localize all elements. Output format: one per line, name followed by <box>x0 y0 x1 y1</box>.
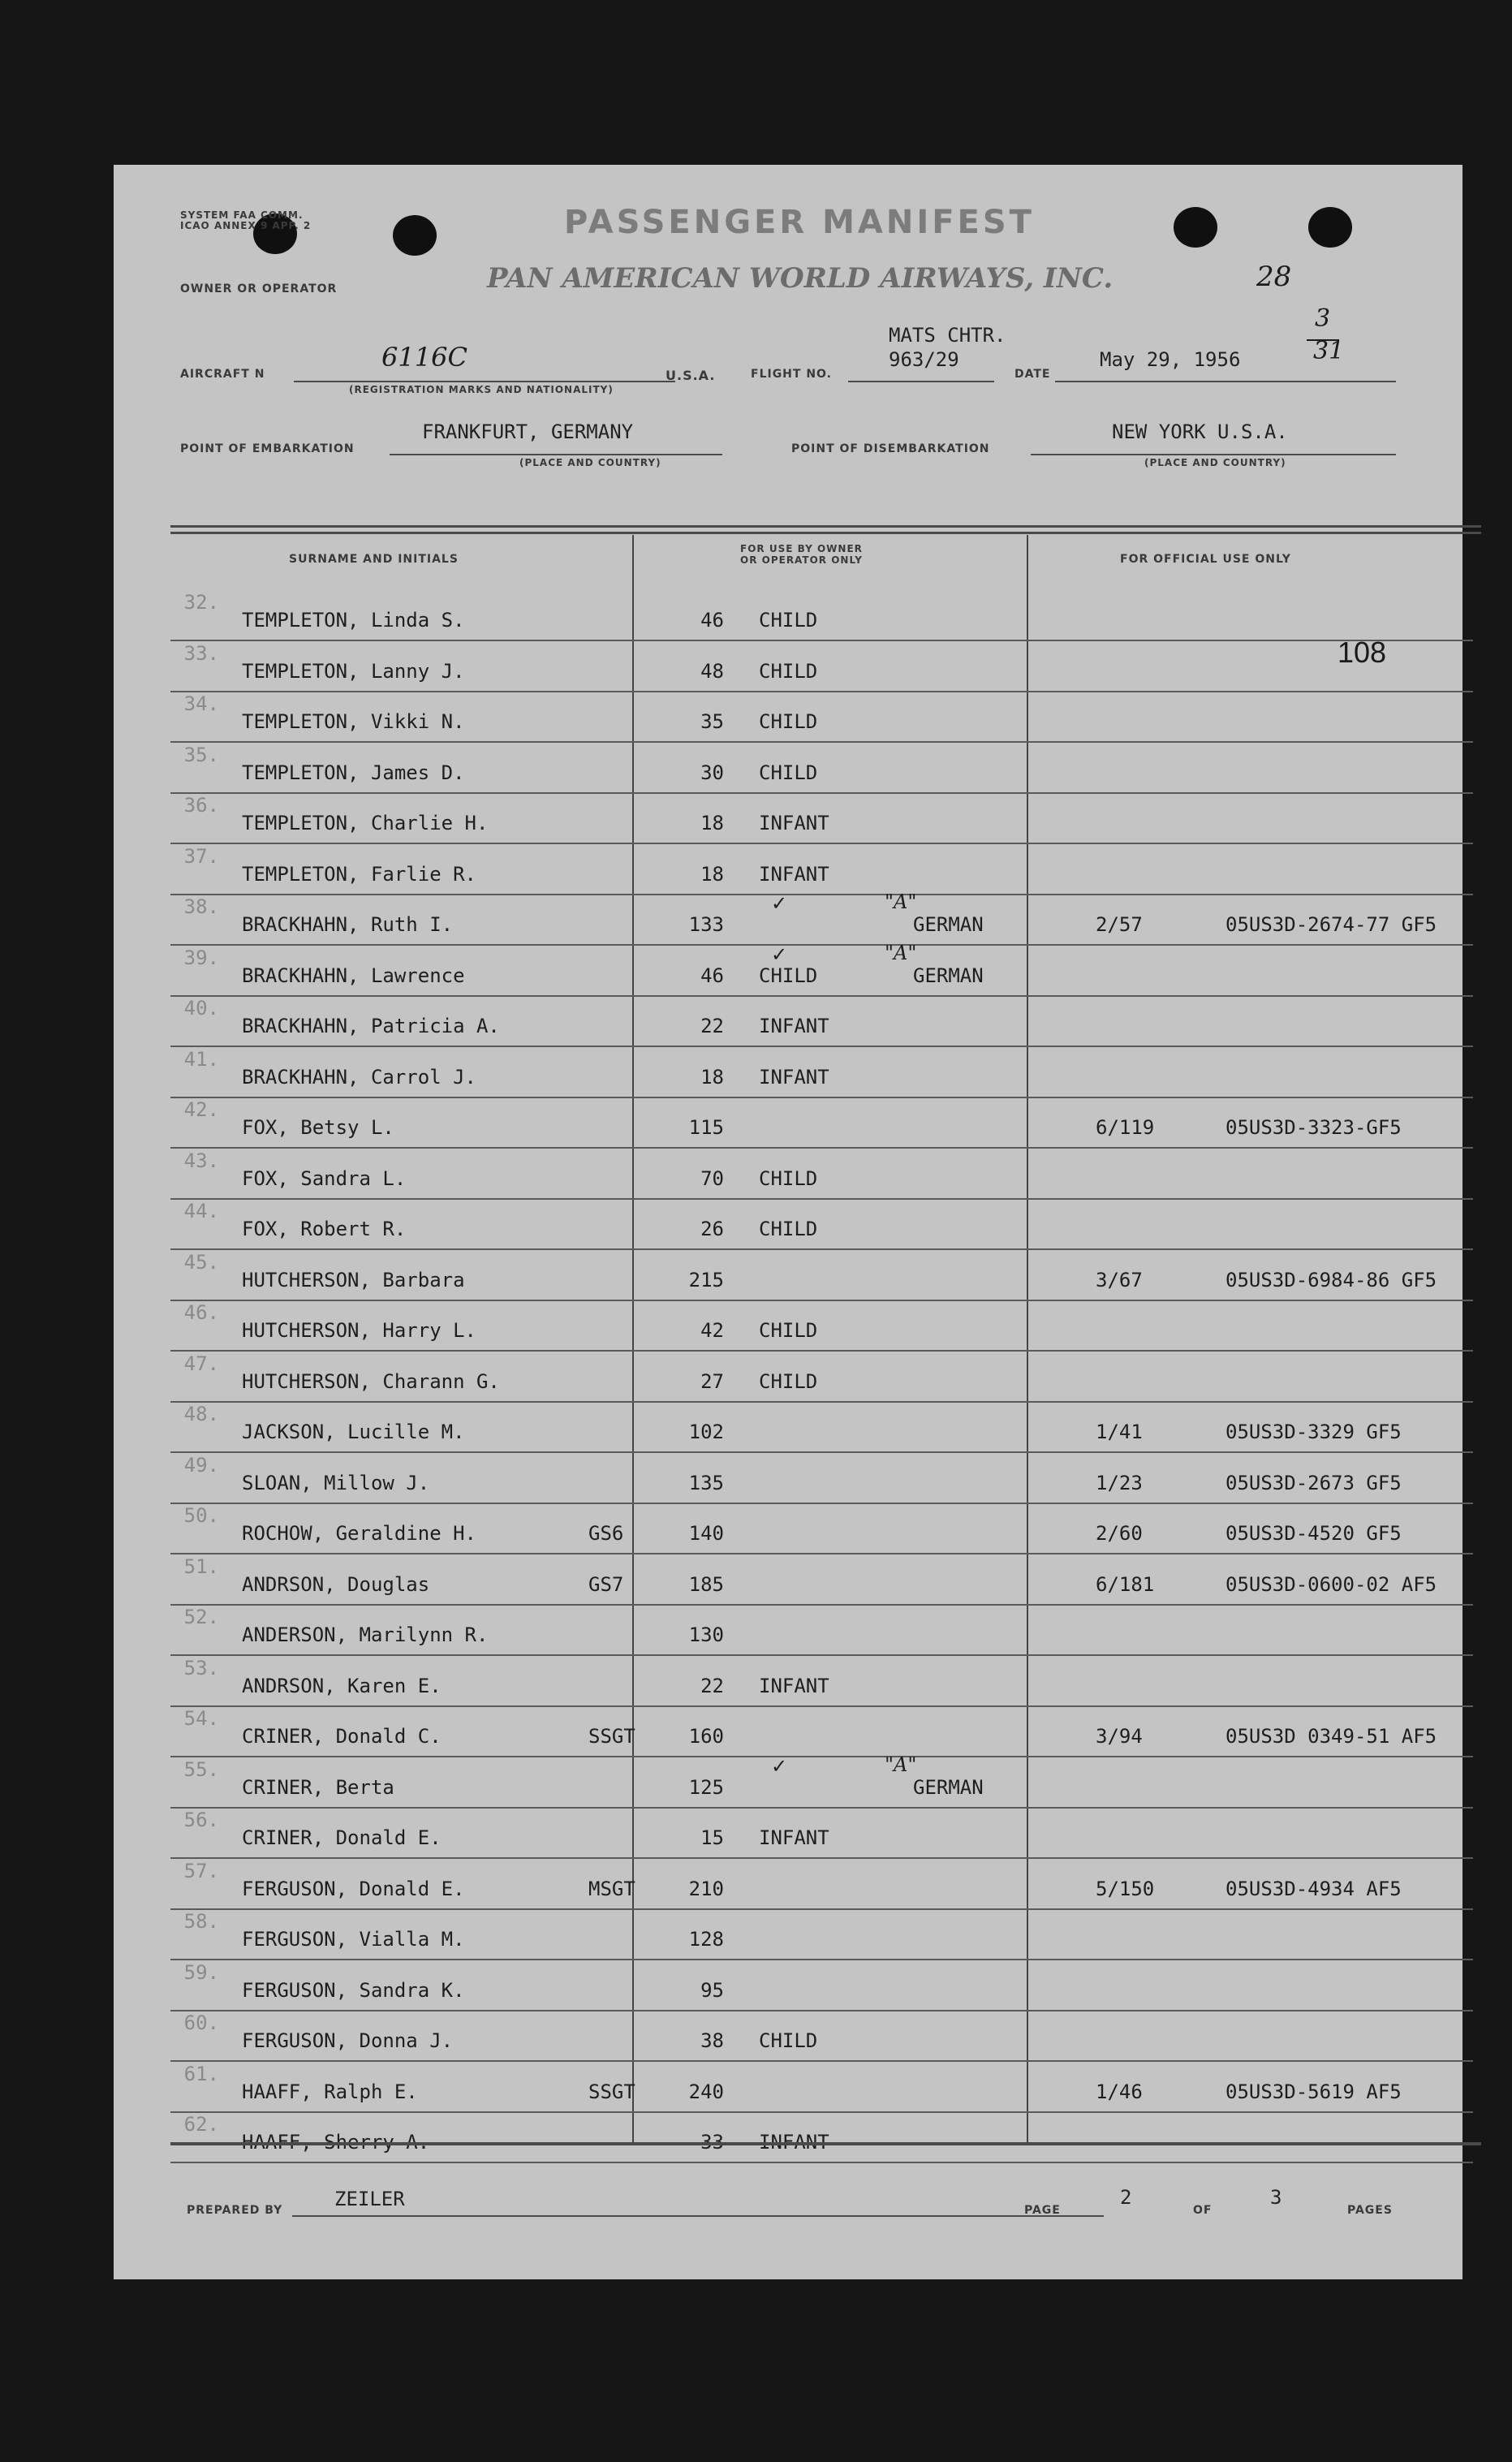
disembarkation-line <box>1031 454 1396 455</box>
row-number: 49. <box>183 1453 219 1477</box>
passenger-name: FERGUSON, Sandra K. <box>242 1978 465 2002</box>
passenger-name: TEMPLETON, Charlie H. <box>242 812 489 834</box>
embarkation-label: POINT OF EMBARKATION <box>180 442 355 455</box>
passenger-weight: 33 <box>700 2131 724 2154</box>
table-top-rule <box>170 525 1481 528</box>
checkmark: ✓ <box>771 892 788 915</box>
table-row <box>170 1753 1473 1809</box>
table-bottom-rule <box>170 2142 1481 2145</box>
prepared-label: PREPARED BY <box>187 2204 283 2217</box>
of-label: OF <box>1193 2204 1213 2217</box>
official-code: 05US3D 0349-51 AF5 <box>1226 1725 1437 1748</box>
passenger-name: ANDRSON, Douglas <box>242 1572 430 1596</box>
passenger-name: FERGUSON, Vialla M. <box>242 1928 465 1951</box>
passenger-rank: GS6 <box>588 1522 624 1545</box>
flight-date: May 29, 1956 <box>1100 348 1241 371</box>
column-official-use: FOR OFFICIAL USE ONLY <box>1120 553 1291 566</box>
passenger-weight: 26 <box>700 1218 724 1240</box>
column-surname: SURNAME AND INITIALS <box>289 553 459 566</box>
official-note: 108 <box>1338 636 1387 669</box>
table-row <box>170 1301 1473 1352</box>
embarkation-note: (PLACE AND COUNTRY) <box>519 457 661 468</box>
official-entry: 2/60 <box>1096 1522 1143 1545</box>
passenger-weight: 133 <box>688 913 724 936</box>
official-entry: 3/67 <box>1096 1268 1143 1291</box>
official-entry: 6/119 <box>1096 1116 1155 1139</box>
passenger-type: CHILD <box>759 609 818 632</box>
row-number: 37. <box>183 844 219 868</box>
row-number: 42. <box>183 1098 219 1121</box>
official-code: 05US3D-2674-77 GF5 <box>1226 913 1437 936</box>
punch-hole <box>393 215 437 256</box>
row-number: 33. <box>183 641 219 665</box>
passenger-name: TEMPLETON, Linda S. <box>242 609 465 632</box>
passenger-type: CHILD <box>759 964 818 987</box>
row-number: 47. <box>183 1352 219 1375</box>
table-row <box>170 2063 1473 2113</box>
passenger-weight: 128 <box>688 1928 724 1951</box>
flight-note: MATS CHTR. <box>889 324 1006 347</box>
form-id: SYSTEM FAA COMM. ICAO ANNEX 9 APP. 2 <box>180 209 312 231</box>
passenger-weight: 70 <box>700 1166 724 1190</box>
punch-hole <box>1174 207 1217 248</box>
table-row <box>170 1098 1473 1149</box>
passenger-name: SLOAN, Millow J. <box>242 1471 430 1494</box>
table-row <box>170 1352 1473 1403</box>
passenger-weight: 30 <box>700 761 724 784</box>
passenger-weight: 160 <box>688 1725 724 1748</box>
passenger-weight: 22 <box>700 1015 724 1037</box>
passenger-nationality: GERMAN <box>913 1775 984 1799</box>
flight-number: 963/29 <box>889 348 959 371</box>
passenger-name: TEMPLETON, Farlie R. <box>242 862 476 886</box>
table-row <box>170 2011 1473 2062</box>
passenger-weight: 102 <box>688 1421 724 1443</box>
flight-label: FLIGHT NO. <box>751 368 832 381</box>
column-owner-use: FOR USE BY OWNER OR OPERATOR ONLY <box>740 543 863 566</box>
disembarkation-place: NEW YORK U.S.A. <box>1112 420 1288 443</box>
disembarkation-label: POINT OF DISEMBARKATION <box>791 442 990 455</box>
table-row <box>170 591 1473 641</box>
operator-name: PAN AMERICAN WORLD AIRWAYS, INC. <box>487 262 1114 295</box>
passenger-rank: SSGT <box>588 1725 635 1748</box>
passenger-weight: 18 <box>700 1065 724 1089</box>
aircraft-line <box>294 381 675 382</box>
passenger-weight: 95 <box>700 1978 724 2002</box>
passenger-weight: 18 <box>700 862 724 886</box>
alien-mark: "A" <box>885 941 917 964</box>
pages-label: PAGES <box>1347 2204 1393 2217</box>
punch-hole <box>1308 207 1352 248</box>
row-number: 48. <box>183 1403 219 1425</box>
passenger-name: CRINER, Donald C. <box>242 1725 442 1748</box>
table-row <box>170 890 1473 946</box>
passenger-name: TEMPLETON, Lanny J. <box>242 659 465 683</box>
table-row <box>170 794 1473 844</box>
passenger-type: CHILD <box>759 710 818 733</box>
passenger-type: INFANT <box>759 862 829 886</box>
passenger-weight: 115 <box>688 1116 724 1139</box>
passenger-type: INFANT <box>759 1674 829 1697</box>
passenger-name: HUTCHERSON, Barbara <box>242 1268 465 1291</box>
official-code: 05US3D-4520 GF5 <box>1226 1522 1402 1545</box>
nationality: U.S.A. <box>666 368 716 383</box>
passenger-name: BRACKHAHN, Lawrence <box>242 964 465 987</box>
official-entry: 5/150 <box>1096 1877 1155 1900</box>
aircraft-label: AIRCRAFT N <box>180 368 265 381</box>
row-rule <box>170 2162 1473 2163</box>
passenger-weight: 42 <box>700 1319 724 1342</box>
passenger-name: HUTCHERSON, Harry L. <box>242 1319 476 1342</box>
handwritten-fraction-top: 3 <box>1315 304 1331 333</box>
table-row <box>170 1707 1473 1757</box>
flight-line <box>848 381 994 382</box>
table-row <box>170 1961 1473 2011</box>
checkmark: ✓ <box>771 1754 788 1778</box>
passenger-weight: 48 <box>700 659 724 683</box>
passenger-type: CHILD <box>759 2029 818 2052</box>
handwritten-page-count: 28 <box>1256 261 1292 293</box>
table-row <box>170 1149 1473 1200</box>
row-number: 53. <box>183 1656 219 1679</box>
passenger-weight: 38 <box>700 2029 724 2052</box>
official-entry: 1/46 <box>1096 2080 1143 2103</box>
passenger-name: FOX, Betsy L. <box>242 1116 394 1139</box>
row-number: 55. <box>183 1757 219 1781</box>
passenger-name: HAAFF, Sherry A. <box>242 2131 430 2154</box>
table-row <box>170 2113 1473 2163</box>
passenger-nationality: GERMAN <box>913 913 984 936</box>
row-number: 39. <box>183 946 219 969</box>
official-code: 05US3D-5619 AF5 <box>1226 2080 1402 2103</box>
passenger-name: BRACKHAHN, Ruth I. <box>242 913 454 936</box>
official-code: 05US3D-3329 GF5 <box>1226 1421 1402 1443</box>
passenger-weight: 240 <box>688 2080 724 2103</box>
passenger-type: INFANT <box>759 1826 829 1849</box>
row-number: 41. <box>183 1047 219 1071</box>
table-row <box>170 1809 1473 1859</box>
passenger-weight: 15 <box>700 1826 724 1849</box>
passenger-rank: SSGT <box>588 2080 635 2103</box>
row-number: 51. <box>183 1554 219 1578</box>
page-label: PAGE <box>1024 2204 1061 2217</box>
table-row <box>170 1251 1473 1301</box>
row-number: 58. <box>183 1910 219 1933</box>
passenger-type: INFANT <box>759 2131 829 2154</box>
table-row <box>170 642 1473 692</box>
table-row <box>170 744 1473 794</box>
passenger-weight: 18 <box>700 812 724 834</box>
table-top-rule-2 <box>170 532 1481 534</box>
embarkation-place: FRANKFURT, GERMANY <box>422 420 634 443</box>
row-number: 40. <box>183 997 219 1020</box>
official-code: 05US3D-6984-86 GF5 <box>1226 1268 1437 1291</box>
prepared-line <box>292 2215 1104 2217</box>
passenger-name: ANDERSON, Marilynn R. <box>242 1623 489 1646</box>
table-row <box>170 692 1473 743</box>
row-number: 52. <box>183 1606 219 1628</box>
passenger-name: FERGUSON, Donna J. <box>242 2029 454 2052</box>
passenger-weight: 130 <box>688 1623 724 1646</box>
disembarkation-note: (PLACE AND COUNTRY) <box>1144 457 1286 468</box>
passenger-weight: 22 <box>700 1674 724 1697</box>
passenger-weight: 210 <box>688 1877 724 1900</box>
official-code: 05US3D-3323-GF5 <box>1226 1116 1402 1139</box>
total-pages: 3 <box>1270 2186 1282 2209</box>
passenger-weight: 35 <box>700 710 724 733</box>
passenger-rank: MSGT <box>588 1877 635 1900</box>
passenger-name: CRINER, Donald E. <box>242 1826 442 1849</box>
official-entry: 1/41 <box>1096 1421 1143 1443</box>
passenger-type: CHILD <box>759 1319 818 1342</box>
passenger-type: INFANT <box>759 1065 829 1089</box>
row-number: 56. <box>183 1809 219 1831</box>
row-number: 34. <box>183 692 219 715</box>
passenger-type: INFANT <box>759 812 829 834</box>
table-row <box>170 997 1473 1047</box>
passenger-type: INFANT <box>759 1015 829 1037</box>
manifest-sheet <box>114 165 1462 2279</box>
checkmark: ✓ <box>771 942 788 966</box>
official-entry: 1/23 <box>1096 1471 1143 1494</box>
passenger-weight: 125 <box>688 1775 724 1799</box>
passenger-weight: 135 <box>688 1471 724 1494</box>
alien-mark: "A" <box>885 890 917 913</box>
table-row <box>170 1048 1473 1098</box>
row-number: 44. <box>183 1200 219 1222</box>
official-entry: 3/94 <box>1096 1725 1143 1748</box>
row-number: 36. <box>183 794 219 817</box>
table-row <box>170 1403 1473 1453</box>
page-number: 2 <box>1120 2186 1132 2209</box>
table-row <box>170 1910 1473 1960</box>
passenger-type: CHILD <box>759 1369 818 1393</box>
passenger-name: FOX, Robert R. <box>242 1218 407 1240</box>
passenger-weight: 185 <box>688 1572 724 1596</box>
table-row <box>170 1504 1473 1554</box>
manifest-title: PASSENGER MANIFEST <box>564 204 1035 241</box>
passenger-name: BRACKHAHN, Carrol J. <box>242 1065 476 1089</box>
registration-note: (REGISTRATION MARKS AND NATIONALITY) <box>349 384 614 395</box>
row-number: 60. <box>183 2011 219 2034</box>
passenger-weight: 27 <box>700 1369 724 1393</box>
row-number: 59. <box>183 1960 219 1984</box>
passenger-name: TEMPLETON, Vikki N. <box>242 710 465 733</box>
official-code: 05US3D-0600-02 AF5 <box>1226 1572 1437 1596</box>
prepared-by: ZEILER <box>334 2188 405 2210</box>
table-row <box>170 1606 1473 1656</box>
passenger-weight: 215 <box>688 1268 724 1291</box>
passenger-name: HUTCHERSON, Charann G. <box>242 1369 500 1393</box>
table-row <box>170 1200 1473 1250</box>
official-code: 05US3D-4934 AF5 <box>1226 1877 1402 1900</box>
row-number: 38. <box>183 895 219 918</box>
passenger-name: ANDRSON, Karen E. <box>242 1674 442 1697</box>
passenger-name: TEMPLETON, James D. <box>242 761 465 784</box>
owner-label: OWNER OR OPERATOR <box>180 282 338 295</box>
official-entry: 2/57 <box>1096 913 1143 936</box>
passenger-name: FOX, Sandra L. <box>242 1166 407 1190</box>
table-row <box>170 1454 1473 1504</box>
passenger-type: CHILD <box>759 761 818 784</box>
passenger-rank: GS7 <box>588 1572 624 1596</box>
row-number: 45. <box>183 1250 219 1274</box>
handwritten-fraction-bottom: 31 <box>1313 337 1345 365</box>
row-number: 35. <box>183 743 219 766</box>
row-number: 32. <box>183 591 219 614</box>
table-row <box>170 1657 1473 1707</box>
table-row <box>170 1860 1473 1910</box>
row-number: 62. <box>183 2113 219 2136</box>
passenger-name: CRINER, Berta <box>242 1775 394 1799</box>
passenger-weight: 46 <box>700 964 724 987</box>
aircraft-number: 6116C <box>381 342 467 373</box>
passenger-nationality: GERMAN <box>913 964 984 987</box>
alien-mark: "A" <box>885 1753 917 1776</box>
passenger-type: CHILD <box>759 1218 818 1240</box>
passenger-name: ROCHOW, Geraldine H. <box>242 1522 476 1545</box>
row-number: 57. <box>183 1859 219 1882</box>
row-number: 50. <box>183 1504 219 1527</box>
passenger-name: JACKSON, Lucille M. <box>242 1421 465 1443</box>
passenger-type: CHILD <box>759 659 818 683</box>
row-number: 43. <box>183 1149 219 1172</box>
row-number: 54. <box>183 1707 219 1730</box>
embarkation-line <box>390 454 722 455</box>
row-number: 61. <box>183 2062 219 2085</box>
table-row <box>170 1555 1473 1606</box>
date-label: DATE <box>1014 368 1051 381</box>
date-line <box>1055 381 1396 382</box>
table-row <box>170 941 1473 997</box>
passenger-weight: 140 <box>688 1522 724 1545</box>
passenger-type: CHILD <box>759 1166 818 1190</box>
passenger-name: HAAFF, Ralph E. <box>242 2080 418 2103</box>
passenger-weight: 46 <box>700 609 724 632</box>
official-entry: 6/181 <box>1096 1572 1155 1596</box>
passenger-name: BRACKHAHN, Patricia A. <box>242 1015 500 1037</box>
passenger-name: FERGUSON, Donald E. <box>242 1877 465 1900</box>
row-number: 46. <box>183 1301 219 1324</box>
official-code: 05US3D-2673 GF5 <box>1226 1471 1402 1494</box>
table-row <box>170 845 1473 895</box>
